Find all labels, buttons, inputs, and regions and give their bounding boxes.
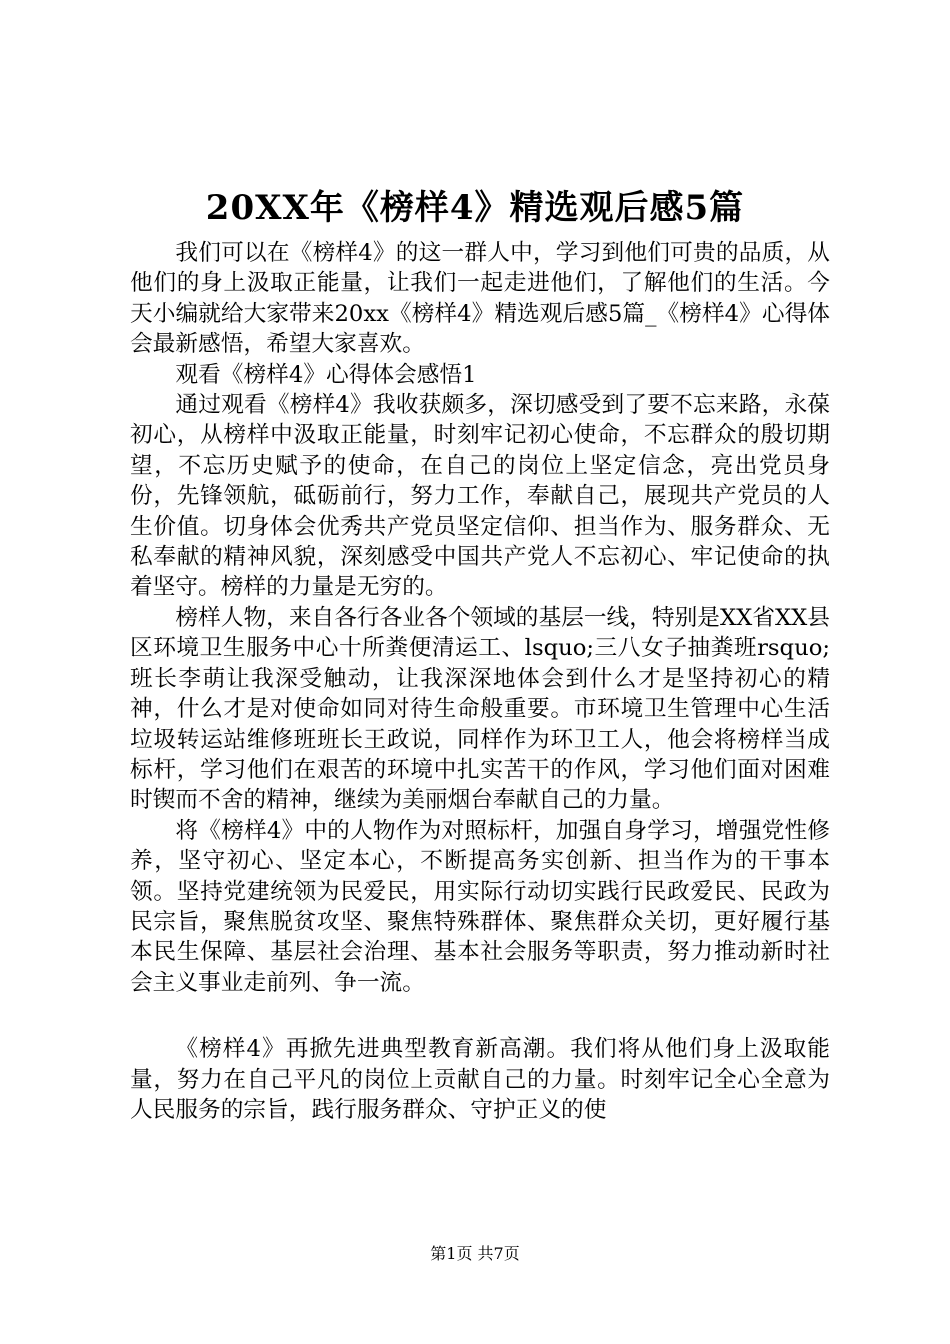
intro-paragraph: 我们可以在《榜样4》的这一群人中，学习到他们可贵的品质，从他们的身上汲取正能量，让我们一起走进他们，了解他们的生活。今天小编就给大家带来20xx《榜样4》精选观后感5篇_《榜样4》心得体会最新感悟，希望大家喜欢。 — [130, 240, 830, 358]
section-heading: 观看《榜样4》心得体会感悟1 — [175, 361, 477, 388]
body-paragraph: 《榜样4》再掀先进典型教育新高潮。我们将从他们身上汲取能量，努力在自己平凡的岗位上贡献自己的力量。时刻牢记全心全意为人民服务的宗旨，践行服务群众、守护正义的使 — [130, 1036, 830, 1123]
body-paragraph: 将《榜样4》中的人物作为对照标杆，加强自身学习，增强党性修养，坚守初心、坚定本心，不断提高务实创新、担当作为的干事本领。坚持党建统领为民爱民，用实际行动切实践行民政爱民、民政为民宗旨，聚焦脱贫攻坚、聚焦特殊群体、聚焦群众关切，更好履行基本民生保障、基层社会治理、基本社会服务等职责，努力推动新时社会主义事业走前列、争一流。 — [130, 817, 830, 996]
body-paragraph: 通过观看《榜样4》我收获颇多，深切感受到了要不忘来路，永葆初心，从榜样中汲取正能量，时刻牢记初心使命，不忘群众的殷切期望，不忘历史赋予的使命，在自己的岗位上坚定信念，亮出党员身份，先锋领航，砥砺前行，努力工作，奉献自己，展现共产党员的人生价值。切身体会优秀共产党员坚定信仰、担当作为、服务群众、无私奉献的精神风貌，深刻感受中国共产党人不忘初心、牢记使命的执着坚守。榜样的力量是无穷的。 — [130, 392, 830, 601]
document-title: 20XX年《榜样4》精选观后感5篇 — [205, 188, 745, 228]
page-footer: 第1页 共7页 — [430, 1244, 520, 1263]
body-paragraph: 榜样人物，来自各行各业各个领域的基层一线，特别是XX省XX县区环境卫生服务中心十所粪便清运工、lsquo;三八女子抽粪班rsquo;班长李萌让我深受触动，让我深深地体会到什么才是坚持初心的精神，什么才是对使命如同对待生命般重要。市环境卫生管理中心生活垃圾转运站维修班班长王政说，同样作为环卫工人，他会将榜样当成标杆，学习他们在艰苦的环境中扎实苦干的作风，学习他们面对困难时锲而不舍的精神，继续为美丽烟台奉献自己的力量。 — [130, 604, 830, 814]
document-body — [130, 238, 830, 1125]
